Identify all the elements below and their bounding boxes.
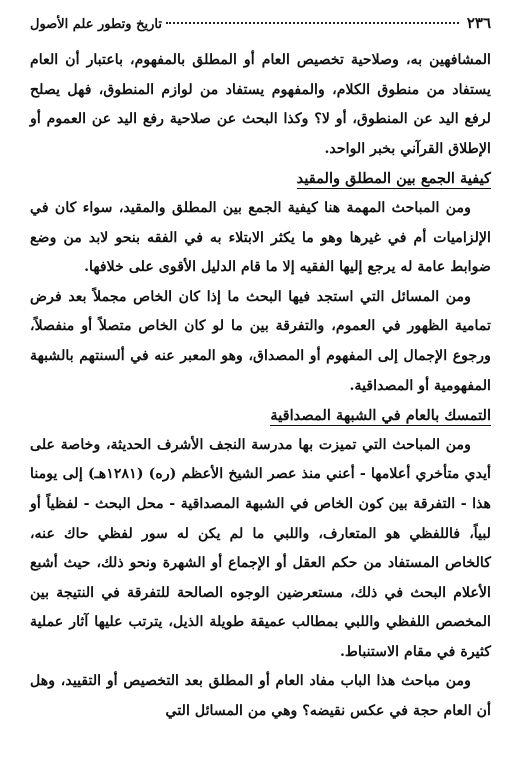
section-heading-1	[30, 164, 491, 194]
section-heading-2-text: التمسك بالعام في الشبهة المصداقية	[270, 407, 491, 425]
paragraph-3: ومن المسائل التي استجد فيها البحث ما إذا كان الخاص مجملاً بعد فرض تمامية الظهور في العموم، والتفرقة بين ما لو كان الخاص متصلاً أو منفصلاً، ورجوع الإجمال إلى المفهوم أو المصداق، وهو المعبر عنه في ألسنتهم بالشبهة المفهومية أو المصداقية.	[30, 288, 491, 394]
section-heading-1-text: كيفية الجمع بين المطلق والمقيد	[296, 170, 491, 188]
paragraph-1: المشافهين به، وصلاحية تخصيص العام أو المطلق بالمفهوم، باعتبار أن العام يستفاد من منطوق الكلام، والمفهوم يستفاد من لوازم المنطوق، فهل يصلح لرفع اليد عن المنطوق، أو لا؟ وكذا البحث عن صلاحية رفع اليد عن العموم أو الإطلاق القرآني بخبر الواحد.	[30, 52, 491, 157]
page-number: ٢٣٦	[466, 14, 491, 32]
section-heading-2	[30, 401, 491, 431]
paragraph-4: ومن المباحث التي تميزت بها مدرسة النجف الأشرف الحديثة، وخاصة على أيدي متأخري أعلامها - أعني منذ عصر الشيخ الأعظم (ره) (١٢٨١هـ) إلى يومنا هذا - التفرقة بين كون الخاص في الشبهة المصداقية - محل البحث - لفظياً أو لبياً، فاللفظي هو المتعارف، واللبي ما لم يكن له سور لفظي حاك عنه، كالخاص المستفاد من حكم العقل أو الإجماع أو الشهرة ونحو ذلك، حيث أشبع الأعلام البحث في ذلك، مستعرضين الوجوه الصالحة للتفرقة في النتيجة بين المخصص اللفظي واللبي بمطالب عميقة طويلة الذيل، يترتب عليها آثار عملية كثيرة في مقام الاستنباط.	[30, 436, 491, 660]
dotted-leader	[166, 22, 459, 24]
paragraph-5: ومن مباحث هذا الباب مفاد العام أو المطلق بعد التخصيص أو التقييد، وهل أن العام حجة في عكس نقيضه؟ وهي من المسائل التي	[30, 673, 491, 720]
paragraph-2: ومن المباحث المهمة هنا كيفية الجمع بين المطلق والمقيد، سواء كان في الإلزاميات أم في غيرها وهو ما يكثر الابتلاء به في الفقه بنحو لابد من وضع ضوابط عامة له يرجع إليها الفقيه إلا ما قام الدليل الأقوى على خلافها.	[30, 199, 491, 276]
page-body	[30, 46, 491, 727]
running-header	[30, 14, 491, 38]
running-title: تاريخ وتطور علم الأصول	[30, 17, 162, 32]
